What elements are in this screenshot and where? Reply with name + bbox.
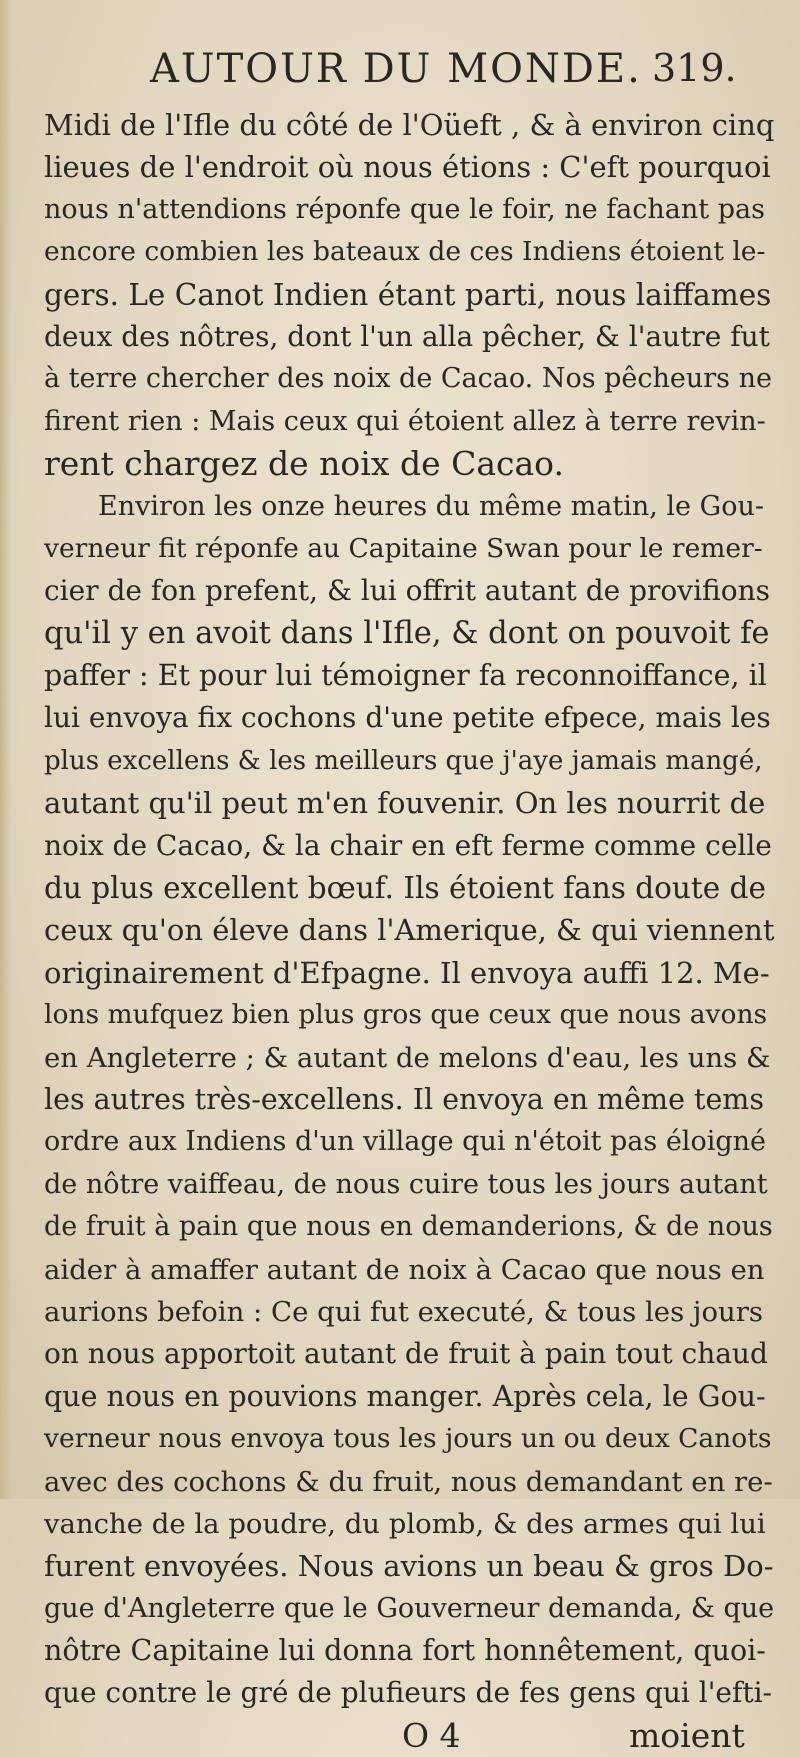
text-line-35: furent envoyées. Nous avions un beau & gros Do- bbox=[44, 1549, 774, 1584]
text-line-4: encore combien les bateaux de ces Indiens étoient le- bbox=[44, 236, 766, 268]
text-line-30: on nous apportoit autant de fruit à pain tout chaud bbox=[44, 1337, 768, 1371]
text-line-7: à terre chercher des noix de Cacao. Nos pêcheurs ne bbox=[44, 363, 772, 395]
text-line-28: aider à amaffer autant de noix à Cacao que nous en bbox=[44, 1253, 765, 1286]
text-line-10: Environ les onze heures du même matin, le Gou- bbox=[98, 490, 764, 522]
text-line-24: les autres très-excellens. Il envoya en même tems bbox=[44, 1082, 764, 1116]
catchword: moient bbox=[629, 1715, 745, 1755]
text-line-15: lui envoya fix cochons d'une petite efpece, mais les bbox=[44, 701, 771, 735]
text-line-22: lons mufquez bien plus gros que ceux que nous avons bbox=[44, 999, 768, 1031]
text-line-33: avec des cochons & du fruit, nous demandant en re- bbox=[44, 1465, 773, 1498]
text-line-25: ordre aux Indiens d'un village qui n'étoit pas éloigné bbox=[44, 1126, 766, 1158]
running-head: AUTOUR DU MONDE. bbox=[150, 46, 642, 92]
page-number: 319. bbox=[652, 46, 737, 90]
text-line-37: nôtre Capitaine lui donna fort honnêtement, quoi- bbox=[44, 1634, 766, 1668]
text-line-29: aurions befoin : Ce qui fut executé, & tous les jours bbox=[44, 1295, 763, 1328]
text-line-32: verneur nous envoya tous les jours un ou deux Canots bbox=[44, 1423, 772, 1455]
text-line-11: verneur fit réponfe au Capitaine Swan pour le remer- bbox=[44, 532, 763, 564]
text-line-3: nous n'attendions réponfe que le foir, ne fachant pas bbox=[44, 193, 765, 225]
text-line-14: paffer : Et pour lui témoigner fa reconnoiffance, il bbox=[44, 659, 767, 693]
text-line-6: deux des nôtres, dont l'un alla pêcher, & l'autre fut bbox=[44, 319, 770, 353]
text-line-20: ceux qu'on éleve dans l'Amerique, & qui viennent bbox=[44, 913, 775, 948]
text-line-9: rent chargez de noix de Cacao. bbox=[44, 444, 564, 484]
text-line-38: que contre le gré de plufieurs de fes gens qui l'efti- bbox=[44, 1676, 773, 1710]
text-line-5: gers. Le Canot Indien étant parti, nous laiffames bbox=[44, 277, 772, 312]
signature-mark: O 4 bbox=[402, 1715, 461, 1755]
text-line-12: cier de fon prefent, & lui offrit autant de provifions bbox=[44, 574, 770, 608]
text-line-27: de fruit à pain que nous en demanderions, & de nous bbox=[44, 1211, 773, 1243]
text-line-34: vanche de la poudre, du plomb, & des armes qui lui bbox=[44, 1507, 766, 1540]
text-line-13: qu'il y en avoit dans l'Ifle, & dont on pouvoit fe bbox=[44, 615, 770, 651]
text-line-23: en Angleterre ; & autant de melons d'eau, les uns & bbox=[44, 1041, 771, 1074]
page-edge-shadow bbox=[0, 0, 12, 1499]
text-line-36: gue d'Angleterre que le Gouverneur demanda, & que bbox=[44, 1592, 775, 1624]
text-line-31: que nous en pouvions manger. Après cela, le Gou- bbox=[44, 1379, 766, 1413]
page-header bbox=[0, 46, 800, 94]
text-line-18: noix de Cacao, & la chair en eft ferme comme celle bbox=[44, 828, 772, 862]
signature-line bbox=[44, 1715, 774, 1757]
text-line-19: du plus excellent bœuf. Ils étoient fans doute de bbox=[44, 871, 766, 906]
text-line-1: Midi de l'Ifle du côté de l'Oüeft , & à environ cinq bbox=[44, 108, 775, 142]
text-line-8: firent rien : Mais ceux qui étoient allez à terre revin- bbox=[44, 405, 766, 437]
body-text bbox=[44, 104, 774, 1757]
text-line-17: autant qu'il peut m'en fouvenir. On les nourrit de bbox=[44, 786, 766, 821]
text-line-26: de nôtre vaiffeau, de nous cuire tous les jours autant bbox=[44, 1168, 768, 1200]
text-line-16: plus excellens & les meilleurs que j'aye jamais mangé, bbox=[44, 745, 763, 776]
text-line-21: originairement d'Efpagne. Il envoya auffi 12. Me- bbox=[44, 955, 770, 990]
text-line-2: lieues de l'endroit où nous étions : C'eft pourquoi bbox=[44, 150, 771, 185]
